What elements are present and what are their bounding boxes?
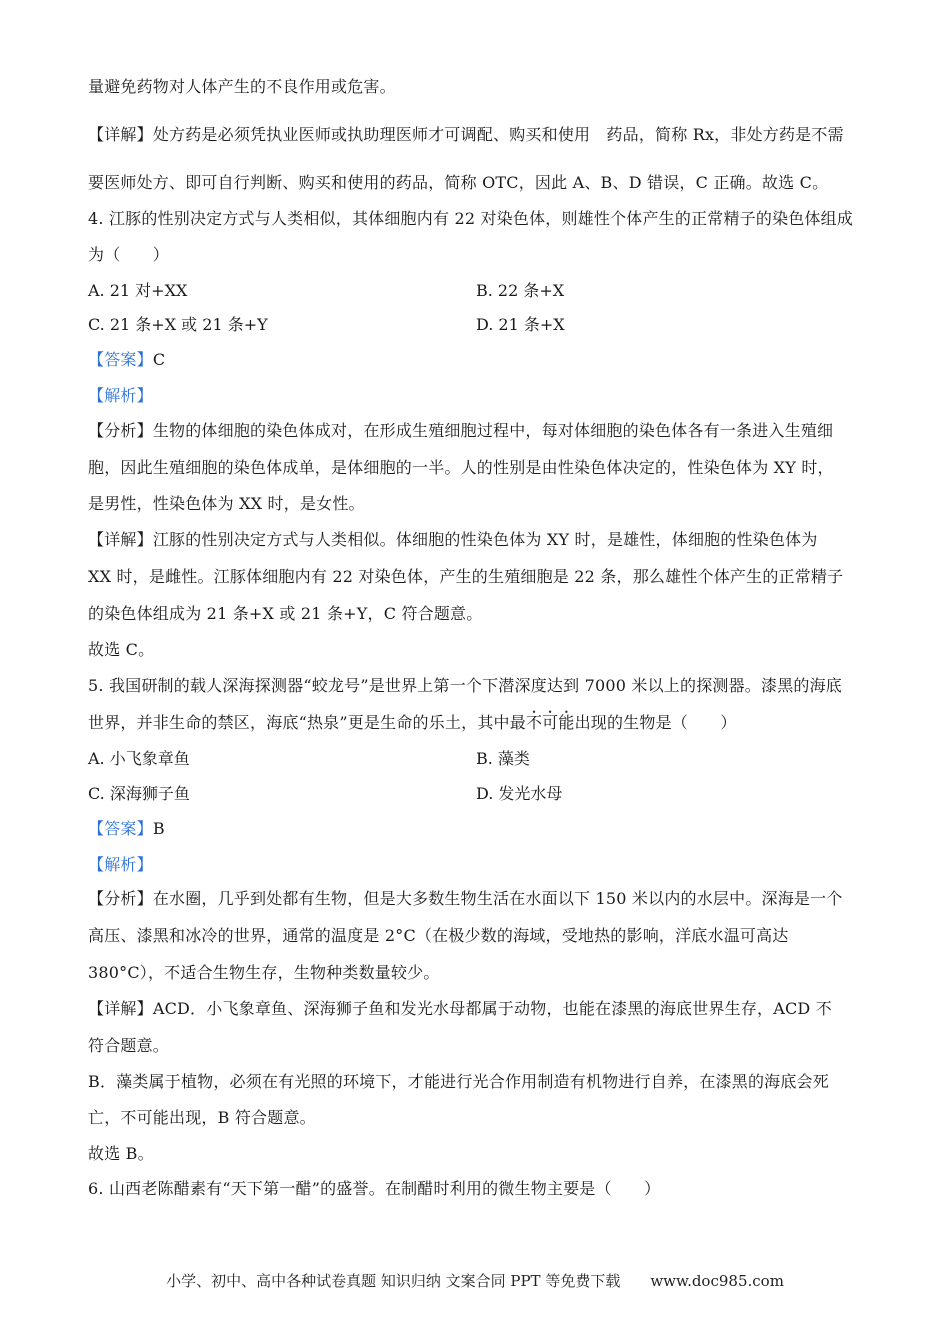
answer-value: C [152, 350, 166, 369]
q4-analysis-heading: 【解析】 [88, 386, 153, 405]
text-line: 量避免药物对人体产生的不良作用或危害。 [88, 77, 396, 96]
question-6-stem: 6. 山西老陈醋素有“天下第一醋”的盛誉。在制醋时利用的微生物主要是（ ） [88, 1179, 661, 1198]
emphasis-char: 能 [558, 713, 575, 732]
q4-option-b: B. 22 条+X [476, 281, 565, 300]
emphasis-char: 不 [525, 713, 543, 732]
page-footer: 小学、初中、高中各种试卷真题 知识归纳 文案合同 PPT 等免费下载 www.doc985.com [166, 1272, 784, 1290]
question-5-stem-cont [88, 713, 868, 733]
emphasis-char: 可 [542, 713, 559, 732]
analysis-tag: 【分析】 [88, 421, 153, 440]
text-line: 故选 B。 [88, 1144, 154, 1163]
q5-analysis-heading: 【解析】 [88, 855, 153, 874]
q4-option-c: C. 21 条+X 或 21 条+Y [88, 315, 268, 334]
q5-detail [88, 999, 868, 1019]
q4-analysis [88, 421, 868, 441]
text-line: 出现的生物是（ ） [574, 713, 737, 732]
text-line: 的染色体组成为 21 条+X 或 21 条+Y，C 符合题意。 [88, 604, 483, 623]
text-line: 380°C），不适合生物生存，生物种类数量较少。 [88, 963, 440, 982]
detail-tag: 【详解】 [88, 125, 153, 144]
text-line: XX 时，是雌性。江豚体细胞内有 22 对染色体，产生的生殖细胞是 22 条，那么雄性个体产生的正常精子 [88, 567, 844, 586]
q4-detail [88, 530, 868, 550]
text-line: 要医师处方、即可自行判断、购买和使用的药品，简称 OTC，因此 A、B、D 错误，C 正确。故选 C。 [88, 173, 829, 192]
text-line: ACD．小飞象章鱼、深海狮子鱼和发光水母都属于动物，也能在漆黑的海底世界生存，ACD 不 [152, 999, 832, 1018]
question-4-stem-cont: 为（ ） [88, 245, 170, 264]
text-line: 在水圈，几乎到处都有生物，但是大多数生物生活在水面以下 150 米以内的水层中。深海是一个 [152, 889, 843, 908]
emphasis-text [526, 713, 575, 732]
answer-value: B [152, 819, 165, 838]
text-line: 世界，并非生命的禁区，海底“热泉”更是生命的乐土，其中最 [88, 713, 526, 732]
analysis-tag: 【分析】 [88, 889, 153, 908]
q4-option-a: A. 21 对+XX [88, 281, 188, 300]
text-line: B．藻类属于植物，必须在有光照的环境下，才能进行光合作用制造有机物进行自养，在漆黑的海底会死 [88, 1072, 829, 1091]
q4-answer [88, 350, 868, 370]
text-line: 胞，因此生殖细胞的染色体成单，是体细胞的一半。人的性别是由性染色体决定的，性染色体为 XY 时， [88, 458, 834, 477]
q5-answer [88, 819, 868, 839]
q5-option-b: B. 藻类 [476, 749, 530, 768]
text-line: 高压、漆黑和冰冷的世界，通常的温度是 2°C（在极少数的海域，受地热的影响，洋底水温可高达 [88, 926, 789, 945]
text-line: 处方药是必须凭执业医师或执助理医师才可调配、购买和使用 药品，简称 Rx，非处方药是不需 [152, 125, 844, 144]
q5-option-c: C. 深海狮子鱼 [88, 784, 190, 803]
q5-analysis [88, 889, 868, 909]
answer-tag: 【答案】 [88, 350, 153, 369]
detail-paragraph [88, 125, 868, 145]
q5-option-a: A. 小飞象章鱼 [88, 749, 190, 768]
q4-option-d: D. 21 条+X [476, 315, 565, 334]
question-4-stem: 4. 江豚的性别决定方式与人类相似，其体细胞内有 22 对染色体，则雄性个体产生的正常精子的染色体组成 [88, 209, 854, 228]
text-line: 亡，不可能出现，B 符合题意。 [88, 1108, 316, 1127]
detail-tag: 【详解】 [88, 530, 153, 549]
answer-tag: 【答案】 [88, 819, 153, 838]
text-line: 江豚的性别决定方式与人类相似。体细胞的性染色体为 XY 时，是雄性，体细胞的性染色体为 [152, 530, 818, 549]
text-line: 生物的体细胞的染色体成对，在形成生殖细胞过程中，每对体细胞的染色体各有一条进入生殖细 [152, 421, 834, 440]
question-5-stem: 5. 我国研制的载人深海探测器“蛟龙号”是世界上第一个下潜深度达到 7000 米以上的探测器。漆黑的海底 [88, 676, 843, 695]
text-line: 故选 C。 [88, 640, 155, 659]
text-line: 符合题意。 [88, 1036, 170, 1055]
q5-option-d: D. 发光水母 [476, 784, 563, 803]
detail-tag: 【详解】 [88, 999, 153, 1018]
text-line: 是男性，性染色体为 XX 时，是女性。 [88, 494, 365, 513]
